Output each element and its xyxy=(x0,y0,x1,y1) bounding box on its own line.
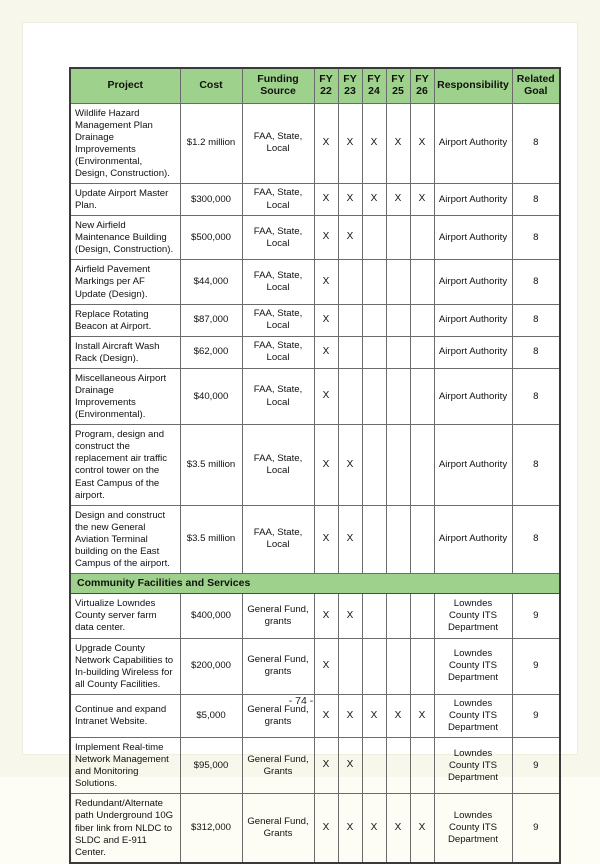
cell-project: Virtualize Lowndes County server farm data center. xyxy=(70,594,180,638)
cell-fy26-mark xyxy=(410,336,434,368)
cell-responsibility: Airport Authority xyxy=(434,304,512,336)
cell-fy22-mark: X xyxy=(314,594,338,638)
cell-funding-source: General Fund, grants xyxy=(242,638,314,694)
cell-responsibility: Airport Authority xyxy=(434,505,512,573)
cell-cost: $95,000 xyxy=(180,738,242,794)
table-header-row xyxy=(70,68,560,103)
cell-fy23-mark: X xyxy=(338,594,362,638)
table-header xyxy=(70,68,560,103)
cell-responsibility: Airport Authority xyxy=(434,103,512,183)
cell-project: Wildlife Hazard Management Plan Drainage Improvements (Environmental, Design, Construction). xyxy=(70,103,180,183)
cell-fy24-mark xyxy=(362,304,386,336)
cell-fy24-mark xyxy=(362,336,386,368)
cell-fy23-mark xyxy=(338,368,362,424)
cell-fy24-mark xyxy=(362,425,386,505)
cell-fy22-mark: X xyxy=(314,794,338,863)
cell-project: Continue and expand Intranet Website. xyxy=(70,694,180,737)
cell-fy23-mark: X xyxy=(338,216,362,260)
cell-related-goal: 8 xyxy=(512,216,560,260)
table-row xyxy=(70,738,560,794)
cell-fy22-mark: X xyxy=(314,738,338,794)
cell-fy25-mark xyxy=(386,216,410,260)
capital-improvements-table xyxy=(69,67,561,864)
cell-responsibility: Lowndes County ITS Department xyxy=(434,794,512,863)
cell-responsibility: Lowndes County ITS Department xyxy=(434,738,512,794)
cell-fy26-mark: X xyxy=(410,694,434,737)
cell-fy23-mark: X xyxy=(338,103,362,183)
page-number: - 74 - xyxy=(288,695,314,707)
cell-project: Miscellaneous Airport Drainage Improvements (Environmental). xyxy=(70,368,180,424)
cell-related-goal: 9 xyxy=(512,738,560,794)
column-header-funding-source: Funding Source xyxy=(242,68,314,103)
cell-cost: $200,000 xyxy=(180,638,242,694)
cell-fy22-mark: X xyxy=(314,260,338,304)
cell-funding-source: FAA, State, Local xyxy=(242,505,314,573)
document-page xyxy=(22,22,578,858)
cell-fy25-mark xyxy=(386,638,410,694)
cell-fy24-mark xyxy=(362,368,386,424)
column-header-fy26: FY 26 xyxy=(410,68,434,103)
cell-responsibility: Lowndes County ITS Department xyxy=(434,594,512,638)
table-row xyxy=(70,368,560,424)
cell-fy24-mark xyxy=(362,505,386,573)
table-row xyxy=(70,505,560,573)
column-header-fy25: FY 25 xyxy=(386,68,410,103)
cell-fy26-mark: X xyxy=(410,103,434,183)
column-header-cost: Cost xyxy=(180,68,242,103)
table-row xyxy=(70,336,560,368)
cell-cost: $5,000 xyxy=(180,694,242,737)
cell-project: New Airfield Maintenance Building (Design, Construction). xyxy=(70,216,180,260)
cell-responsibility: Airport Authority xyxy=(434,216,512,260)
cell-fy25-mark xyxy=(386,738,410,794)
cell-fy23-mark: X xyxy=(338,694,362,737)
cell-funding-source: FAA, State, Local xyxy=(242,183,314,215)
cell-responsibility: Airport Authority xyxy=(434,183,512,215)
cell-related-goal: 9 xyxy=(512,794,560,863)
column-header-related-goal: Related Goal xyxy=(512,68,560,103)
cell-fy25-mark xyxy=(386,336,410,368)
cell-responsibility: Airport Authority xyxy=(434,336,512,368)
cell-fy23-mark: X xyxy=(338,425,362,505)
cell-fy26-mark xyxy=(410,505,434,573)
cell-cost: $40,000 xyxy=(180,368,242,424)
cell-responsibility: Airport Authority xyxy=(434,260,512,304)
cell-fy24-mark: X xyxy=(362,794,386,863)
column-header-responsibility: Responsibility xyxy=(434,68,512,103)
cell-related-goal: 8 xyxy=(512,183,560,215)
cell-project: Airfield Pavement Markings per AF Update (Design). xyxy=(70,260,180,304)
cell-fy26-mark xyxy=(410,425,434,505)
cell-related-goal: 8 xyxy=(512,505,560,573)
table-section-header-row xyxy=(70,574,560,594)
cell-cost: $44,000 xyxy=(180,260,242,304)
column-header-fy22: FY 22 xyxy=(314,68,338,103)
cell-fy24-mark xyxy=(362,260,386,304)
cell-funding-source: General Fund, grants xyxy=(242,694,314,737)
cell-funding-source: FAA, State, Local xyxy=(242,103,314,183)
cell-cost: $500,000 xyxy=(180,216,242,260)
cell-project: Install Aircraft Wash Rack (Design). xyxy=(70,336,180,368)
cell-fy23-mark: X xyxy=(338,505,362,573)
cell-cost: $312,000 xyxy=(180,794,242,863)
cell-cost: $3.5 million xyxy=(180,425,242,505)
cell-fy22-mark: X xyxy=(314,638,338,694)
cell-responsibility: Airport Authority xyxy=(434,425,512,505)
cell-fy23-mark xyxy=(338,336,362,368)
cell-fy25-mark xyxy=(386,425,410,505)
cell-fy26-mark xyxy=(410,304,434,336)
cell-related-goal: 8 xyxy=(512,103,560,183)
cell-cost: $87,000 xyxy=(180,304,242,336)
cell-fy24-mark xyxy=(362,738,386,794)
cell-fy22-mark: X xyxy=(314,304,338,336)
cell-fy26-mark xyxy=(410,594,434,638)
cell-fy22-mark: X xyxy=(314,216,338,260)
cell-cost: $1.2 million xyxy=(180,103,242,183)
table-row xyxy=(70,425,560,505)
cell-project: Redundant/Alternate path Underground 10G fiber link from NLDC to SLDC and E-911 Center. xyxy=(70,794,180,863)
table-row xyxy=(70,260,560,304)
cell-related-goal: 8 xyxy=(512,260,560,304)
cell-responsibility: Lowndes County ITS Department xyxy=(434,638,512,694)
cell-fy23-mark xyxy=(338,260,362,304)
cell-cost: $62,000 xyxy=(180,336,242,368)
cell-project: Replace Rotating Beacon at Airport. xyxy=(70,304,180,336)
cell-fy24-mark xyxy=(362,638,386,694)
cell-fy22-mark: X xyxy=(314,103,338,183)
table-row xyxy=(70,794,560,863)
cell-fy24-mark xyxy=(362,594,386,638)
cell-fy25-mark: X xyxy=(386,103,410,183)
cell-fy24-mark xyxy=(362,216,386,260)
cell-fy23-mark: X xyxy=(338,738,362,794)
cell-funding-source: FAA, State, Local xyxy=(242,425,314,505)
cell-project: Program, design and construct the replacement air traffic control tower on the East Campus of the airport. xyxy=(70,425,180,505)
cell-fy26-mark xyxy=(410,216,434,260)
table-row xyxy=(70,594,560,638)
cell-project: Design and construct the new General Aviation Terminal building on the East Campus of the airport. xyxy=(70,505,180,573)
cell-fy25-mark xyxy=(386,594,410,638)
cell-fy25-mark: X xyxy=(386,183,410,215)
column-header-fy24: FY 24 xyxy=(362,68,386,103)
cell-fy26-mark xyxy=(410,738,434,794)
cell-related-goal: 9 xyxy=(512,594,560,638)
cell-cost: $400,000 xyxy=(180,594,242,638)
cell-funding-source: FAA, State, Local xyxy=(242,368,314,424)
cell-fy23-mark xyxy=(338,304,362,336)
cell-funding-source: General Fund, Grants xyxy=(242,794,314,863)
cell-funding-source: General Fund, Grants xyxy=(242,738,314,794)
cell-fy25-mark xyxy=(386,368,410,424)
cell-related-goal: 8 xyxy=(512,425,560,505)
table-row xyxy=(70,304,560,336)
cell-related-goal: 8 xyxy=(512,368,560,424)
cell-project: Upgrade County Network Capabilities to In-building Wireless for all County Facilities. xyxy=(70,638,180,694)
cell-project: Update Airport Master Plan. xyxy=(70,183,180,215)
cell-fy23-mark: X xyxy=(338,183,362,215)
cell-related-goal: 9 xyxy=(512,638,560,694)
cell-fy22-mark: X xyxy=(314,425,338,505)
cell-cost: $300,000 xyxy=(180,183,242,215)
cell-cost: $3.5 million xyxy=(180,505,242,573)
cell-responsibility: Lowndes County ITS Department xyxy=(434,694,512,737)
cell-fy22-mark: X xyxy=(314,694,338,737)
cell-fy23-mark xyxy=(338,638,362,694)
cell-fy23-mark: X xyxy=(338,794,362,863)
cell-fy22-mark: X xyxy=(314,368,338,424)
column-header-fy23: FY 23 xyxy=(338,68,362,103)
cell-related-goal: 8 xyxy=(512,336,560,368)
cell-fy22-mark: X xyxy=(314,336,338,368)
cell-fy24-mark: X xyxy=(362,103,386,183)
cell-fy25-mark: X xyxy=(386,694,410,737)
table-body xyxy=(70,103,560,863)
cell-funding-source: FAA, State, Local xyxy=(242,336,314,368)
cell-fy26-mark xyxy=(410,368,434,424)
cell-related-goal: 9 xyxy=(512,694,560,737)
column-header-project: Project xyxy=(70,68,180,103)
table-row xyxy=(70,183,560,215)
cell-fy24-mark: X xyxy=(362,694,386,737)
cell-funding-source: FAA, State, Local xyxy=(242,260,314,304)
cell-funding-source: FAA, State, Local xyxy=(242,304,314,336)
table-row xyxy=(70,103,560,183)
cell-funding-source: FAA, State, Local xyxy=(242,216,314,260)
cell-fy26-mark xyxy=(410,638,434,694)
table-section-title: Community Facilities and Services xyxy=(70,574,560,594)
cell-fy22-mark: X xyxy=(314,505,338,573)
cell-funding-source: General Fund, grants xyxy=(242,594,314,638)
table-row xyxy=(70,216,560,260)
cell-fy24-mark: X xyxy=(362,183,386,215)
cell-responsibility: Airport Authority xyxy=(434,368,512,424)
cell-fy26-mark xyxy=(410,260,434,304)
cell-related-goal: 8 xyxy=(512,304,560,336)
cell-fy26-mark: X xyxy=(410,794,434,863)
cell-fy25-mark xyxy=(386,260,410,304)
capital-improvements-table-container xyxy=(69,67,555,864)
cell-fy22-mark: X xyxy=(314,183,338,215)
cell-fy25-mark xyxy=(386,304,410,336)
table-row xyxy=(70,638,560,694)
cell-fy25-mark xyxy=(386,505,410,573)
cell-fy25-mark: X xyxy=(386,794,410,863)
cell-project: Implement Real-time Network Management and Monitoring Solutions. xyxy=(70,738,180,794)
cell-fy26-mark: X xyxy=(410,183,434,215)
